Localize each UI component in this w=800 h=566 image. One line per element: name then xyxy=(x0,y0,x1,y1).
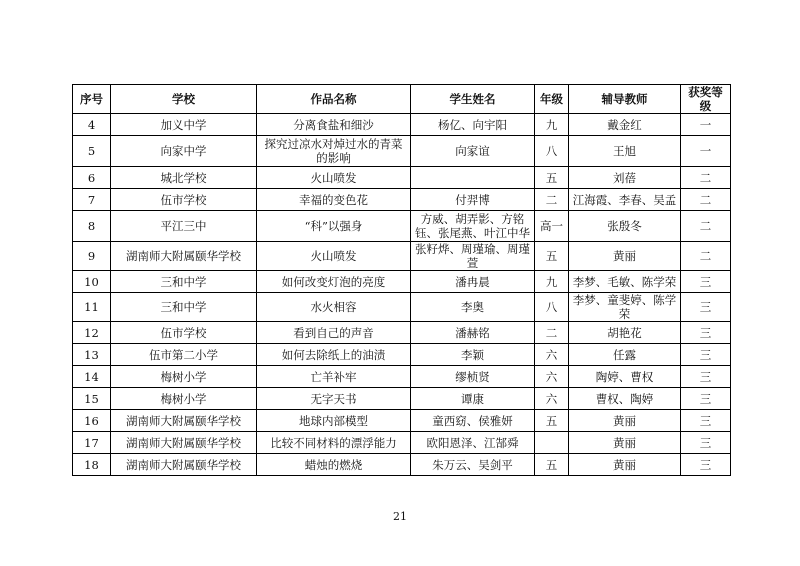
table-cell: 刘蓓 xyxy=(569,167,681,189)
table-cell: 三 xyxy=(681,388,731,410)
table-cell: 三 xyxy=(681,344,731,366)
table-cell: 湖南师大附属颐华学校 xyxy=(111,432,257,454)
table-cell: 火山喷发 xyxy=(257,242,411,271)
table-cell: 九 xyxy=(535,114,569,136)
table-cell: 黄丽 xyxy=(569,432,681,454)
table-body xyxy=(73,114,731,476)
table-cell: 伍市第二小学 xyxy=(111,344,257,366)
column-header: 作品名称 xyxy=(257,85,411,114)
table-row xyxy=(73,322,731,344)
table-cell: 看到自己的声音 xyxy=(257,322,411,344)
table-cell: 14 xyxy=(73,366,111,388)
table-cell: 欧阳恩泽、江郜舜 xyxy=(411,432,535,454)
table-cell: 如何改变灯泡的亮度 xyxy=(257,271,411,293)
table-cell: 三和中学 xyxy=(111,271,257,293)
table-cell: 任露 xyxy=(569,344,681,366)
table-cell: 二 xyxy=(681,211,731,242)
table-row xyxy=(73,136,731,167)
table-cell: 六 xyxy=(535,366,569,388)
table-cell: 张籽烨、周瑾瑜、周瑾萱 xyxy=(411,242,535,271)
table-cell: 17 xyxy=(73,432,111,454)
table-row xyxy=(73,293,731,322)
table-row xyxy=(73,242,731,271)
table-cell: 五 xyxy=(535,167,569,189)
table-cell: 潘冉晨 xyxy=(411,271,535,293)
table-cell: 三 xyxy=(681,432,731,454)
table-cell: 五 xyxy=(535,242,569,271)
table-cell: 三 xyxy=(681,366,731,388)
table-cell: 湖南师大附属颐华学校 xyxy=(111,242,257,271)
table-cell: 4 xyxy=(73,114,111,136)
awards-table xyxy=(72,84,731,476)
table-cell: 三和中学 xyxy=(111,293,257,322)
table-cell: 7 xyxy=(73,189,111,211)
table-cell: 戴金红 xyxy=(569,114,681,136)
column-header: 获奖等级 xyxy=(681,85,731,114)
table-cell: 16 xyxy=(73,410,111,432)
table-cell: 黄丽 xyxy=(569,454,681,476)
table-cell: 6 xyxy=(73,167,111,189)
table-cell: 黄丽 xyxy=(569,410,681,432)
table-cell: 杨亿、向宇阳 xyxy=(411,114,535,136)
table-row xyxy=(73,114,731,136)
table-cell: 缪桢贤 xyxy=(411,366,535,388)
table-cell: 15 xyxy=(73,388,111,410)
table-cell: 三 xyxy=(681,293,731,322)
table-cell: 亡羊补牢 xyxy=(257,366,411,388)
table-cell: 曹权、陶婷 xyxy=(569,388,681,410)
table-cell: 江海霞、李春、吴孟 xyxy=(569,189,681,211)
table-cell: 三 xyxy=(681,322,731,344)
table-cell: 12 xyxy=(73,322,111,344)
column-header: 辅导教师 xyxy=(569,85,681,114)
table-cell: 二 xyxy=(535,322,569,344)
table-cell: 付羿博 xyxy=(411,189,535,211)
table-cell: 无字天书 xyxy=(257,388,411,410)
table-cell: 三 xyxy=(681,454,731,476)
table-cell: 九 xyxy=(535,271,569,293)
table-cell: 八 xyxy=(535,293,569,322)
table-cell: 伍市学校 xyxy=(111,189,257,211)
table-row xyxy=(73,344,731,366)
table-cell: 黄丽 xyxy=(569,242,681,271)
table-cell: 潘赫铭 xyxy=(411,322,535,344)
table-cell: 湖南师大附属颐华学校 xyxy=(111,410,257,432)
table-cell: 童西窈、侯雅妍 xyxy=(411,410,535,432)
table-cell: 谭康 xyxy=(411,388,535,410)
table-cell xyxy=(535,432,569,454)
table-cell: 伍市学校 xyxy=(111,322,257,344)
table-cell: 如何去除纸上的油渍 xyxy=(257,344,411,366)
table-cell: 胡艳花 xyxy=(569,322,681,344)
table-cell: 一 xyxy=(681,114,731,136)
table-cell: 五 xyxy=(535,410,569,432)
table-cell: 三 xyxy=(681,271,731,293)
table-cell: 平江三中 xyxy=(111,211,257,242)
table-cell: 11 xyxy=(73,293,111,322)
table-cell: 高一 xyxy=(535,211,569,242)
table-cell: 六 xyxy=(535,388,569,410)
table-cell: 向家中学 xyxy=(111,136,257,167)
table-cell: “科”以强身 xyxy=(257,211,411,242)
column-header: 学生姓名 xyxy=(411,85,535,114)
table-cell: 王旭 xyxy=(569,136,681,167)
table-cell: 13 xyxy=(73,344,111,366)
table-cell: 陶婷、曹权 xyxy=(569,366,681,388)
table-cell: 加义中学 xyxy=(111,114,257,136)
table-cell: 18 xyxy=(73,454,111,476)
table-row xyxy=(73,410,731,432)
table-row xyxy=(73,388,731,410)
table-row xyxy=(73,432,731,454)
table-cell: 梅树小学 xyxy=(111,366,257,388)
table-cell: 五 xyxy=(535,454,569,476)
page-number: 21 xyxy=(393,510,407,523)
table-cell: 8 xyxy=(73,211,111,242)
table-row xyxy=(73,189,731,211)
table-cell: 9 xyxy=(73,242,111,271)
table-cell: 六 xyxy=(535,344,569,366)
table-cell: 探究过凉水对焯过水的青菜的影响 xyxy=(257,136,411,167)
table-cell: 水火相容 xyxy=(257,293,411,322)
table-cell: 地球内部模型 xyxy=(257,410,411,432)
table-cell: 湖南师大附属颐华学校 xyxy=(111,454,257,476)
table-cell: 李颖 xyxy=(411,344,535,366)
table-cell: 李梦、童斐婷、陈学荣 xyxy=(569,293,681,322)
table-cell: 分离食盐和细沙 xyxy=(257,114,411,136)
table-cell: 八 xyxy=(535,136,569,167)
table-cell: 张殷冬 xyxy=(569,211,681,242)
table-cell: 5 xyxy=(73,136,111,167)
table-row xyxy=(73,366,731,388)
table-cell: 三 xyxy=(681,410,731,432)
table-cell: 二 xyxy=(535,189,569,211)
column-header: 序号 xyxy=(73,85,111,114)
column-header: 年级 xyxy=(535,85,569,114)
table-cell: 二 xyxy=(681,242,731,271)
table-cell: 蜡烛的燃烧 xyxy=(257,454,411,476)
table-cell: 李梦、毛敏、陈学荣 xyxy=(569,271,681,293)
table-cell: 一 xyxy=(681,136,731,167)
table-cell: 比较不同材料的漂浮能力 xyxy=(257,432,411,454)
table-cell: 二 xyxy=(681,167,731,189)
table-cell: 方威、胡弄影、方铭钰、张尾燕、叶江中华 xyxy=(411,211,535,242)
table-cell: 幸福的变色花 xyxy=(257,189,411,211)
table-cell: 火山喷发 xyxy=(257,167,411,189)
table-row xyxy=(73,167,731,189)
table-cell: 李奥 xyxy=(411,293,535,322)
table-header-row xyxy=(73,85,731,114)
table-cell: 梅树小学 xyxy=(111,388,257,410)
table-row xyxy=(73,211,731,242)
table-cell: 二 xyxy=(681,189,731,211)
table-cell: 城北学校 xyxy=(111,167,257,189)
table-cell xyxy=(411,167,535,189)
table-cell: 朱万云、吴剑平 xyxy=(411,454,535,476)
column-header: 学校 xyxy=(111,85,257,114)
table-cell: 10 xyxy=(73,271,111,293)
table-row xyxy=(73,454,731,476)
table-row xyxy=(73,271,731,293)
table-cell: 向家谊 xyxy=(411,136,535,167)
